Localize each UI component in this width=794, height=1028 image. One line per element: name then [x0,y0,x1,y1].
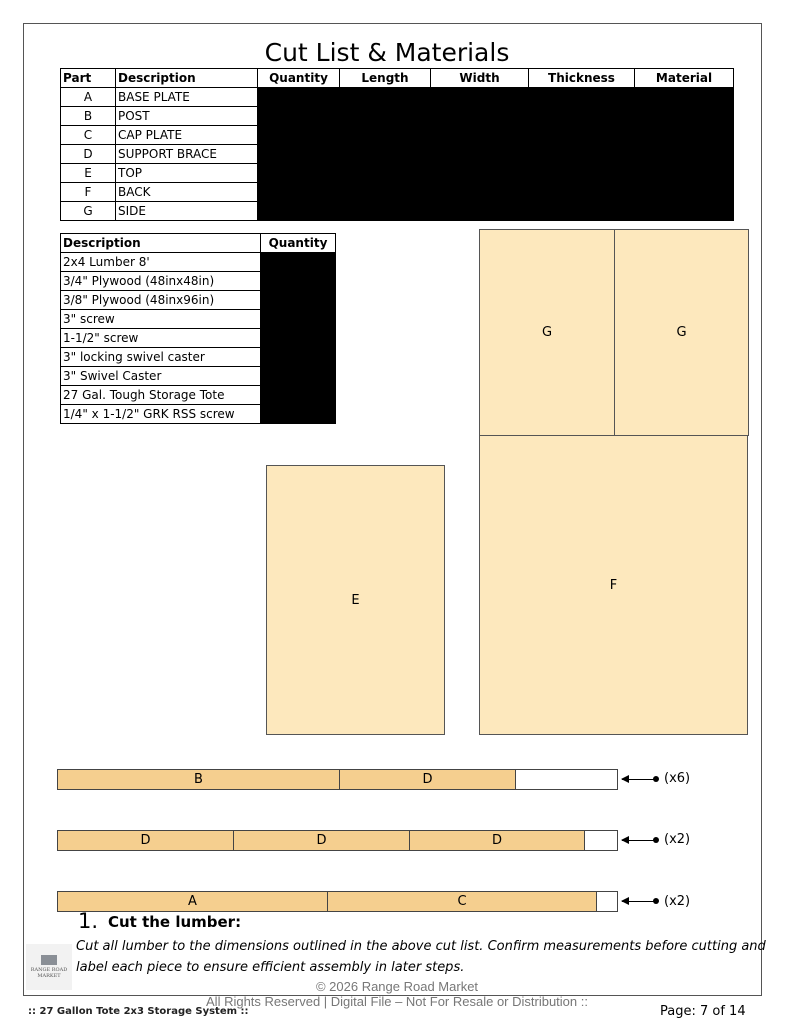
board-segment: D [410,831,585,850]
board-multiplier: (x2) [664,832,691,847]
part-code: A [61,88,116,107]
header-part: Part [61,69,116,88]
page-number: Page: 7 of 14 [660,1004,746,1019]
material-description: 27 Gal. Tough Storage Tote [61,386,261,405]
material-description: 2x4 Lumber 8' [61,253,261,272]
logo-text-line1: RANGE ROAD [30,967,68,973]
material-description: 1-1/2" screw [61,329,261,348]
part-description: POST [116,107,258,126]
material-description: 1/4" x 1-1/2" GRK RSS screw [61,405,261,424]
arrow-icon [622,779,656,780]
header-quantity: Quantity [258,69,340,88]
material-description: 3" screw [61,310,261,329]
panel-g-left [479,229,615,436]
panel-e [266,465,445,735]
panel-label: E [351,592,360,608]
header-material-quantity: Quantity [261,234,336,253]
part-description: BACK [116,183,258,202]
building-icon [41,955,57,965]
materials-header-row [61,234,336,253]
step-title: Cut the lumber: [108,913,242,931]
table-row [61,253,336,272]
step-description: Cut all lumber to the dimensions outlined in the above cut list. Confirm measurements before cutting and label each piece to ensure efficient assembly in later steps. [76,939,766,975]
document-name: :: 27 Gallon Tote 2x3 Storage System :: [28,1006,249,1017]
lumber-board-1 [57,769,618,790]
material-description: 3" locking swivel caster [61,348,261,367]
part-description: BASE PLATE [116,88,258,107]
header-thickness: Thickness [529,69,635,88]
header-length: Length [340,69,431,88]
panel-f [479,435,748,735]
panel-label: G [676,325,687,340]
part-description: SUPPORT BRACE [116,145,258,164]
rights-line: All Rights Reserved | Digital File – Not For Resale or Distribution :: [206,994,588,1009]
header-description: Description [116,69,258,88]
logo-text-line2: MARKET [37,973,61,979]
material-description: 3/4" Plywood (48inx48in) [61,272,261,291]
materials-table [60,233,336,424]
board-segment: B [58,770,340,789]
board-segment: C [328,892,597,911]
redacted-dimensions [258,88,734,221]
copyright-line: © 2026 Range Road Market [315,979,479,994]
part-code: F [61,183,116,202]
panel-label: G [541,325,553,340]
page-title: Cut List & Materials [264,38,510,67]
material-description: 3" Swivel Caster [61,367,261,386]
board-segment: D [58,831,234,850]
table-row [61,88,734,107]
part-description: SIDE [116,202,258,221]
part-code: D [61,145,116,164]
panel-label: F [609,577,618,593]
material-description: 3/8" Plywood (48inx96in) [61,291,261,310]
board-segment: D [234,831,410,850]
header-material: Material [635,69,734,88]
step-number: 1. [78,909,99,933]
lumber-board-2 [57,830,618,851]
lumber-board-3 [57,891,618,912]
board-multiplier: (x2) [664,894,691,909]
arrow-icon [622,901,656,902]
part-description: TOP [116,164,258,183]
panel-g-right [614,229,749,436]
board-segment: D [340,770,516,789]
part-code: E [61,164,116,183]
header-width: Width [431,69,529,88]
header-material-description: Description [61,234,261,253]
arrow-icon [622,840,656,841]
board-segment: A [58,892,328,911]
board-multiplier: (x6) [664,771,691,786]
redacted-quantities [261,253,336,424]
parts-table [60,68,734,221]
parts-header-row [61,69,734,88]
part-code: G [61,202,116,221]
part-description: CAP PLATE [116,126,258,145]
part-code: C [61,126,116,145]
part-code: B [61,107,116,126]
